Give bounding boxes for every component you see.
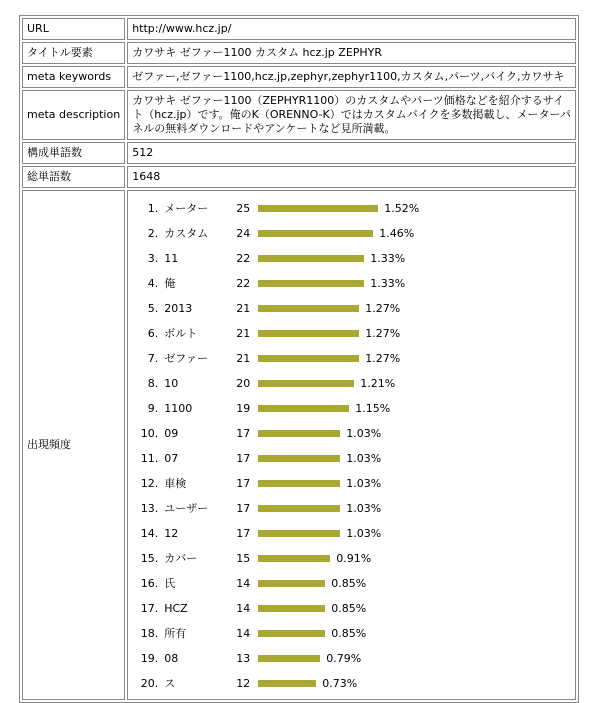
frequency-bar [258,280,364,287]
frequency-count: 17 [236,476,251,490]
frequency-word: ス [164,676,176,690]
frequency-bar [258,355,359,362]
frequency-bar [258,205,378,212]
title-label: タイトル要素 [22,42,125,64]
frequency-count: 14 [236,576,251,590]
frequency-word: HCZ [164,601,188,615]
frequency-rank: 18. [140,626,159,640]
total-words-value: 1648 [127,166,576,188]
frequency-count: 12 [236,676,251,690]
frequency-percent: 0.79% [326,651,362,665]
frequency-word: カバー [164,551,198,565]
frequency-count: 14 [236,626,251,640]
url-row [22,18,576,40]
frequency-rank: 4. [147,276,159,290]
frequency-rank: 17. [140,601,159,615]
site-analysis [19,15,579,703]
frequency-item [132,271,571,296]
description-row [22,90,576,140]
frequency-percent: 1.21% [360,376,396,390]
frequency-item [132,196,571,221]
frequency-word: 10 [164,376,179,390]
frequency-percent: 1.33% [370,251,406,265]
frequency-cell [127,190,576,700]
frequency-count: 17 [236,501,251,515]
total-words-row [22,166,576,188]
frequency-item [132,371,571,396]
frequency-count: 17 [236,451,251,465]
frequency-count: 21 [236,326,251,340]
frequency-bar [258,405,349,412]
frequency-percent: 1.03% [346,501,382,515]
frequency-item [132,346,571,371]
frequency-percent: 1.03% [346,451,382,465]
frequency-item [132,246,571,271]
frequency-word: 俺 [164,276,176,290]
frequency-item [132,671,571,696]
title-value: カワサキ ゼファー1100 カスタム hcz.jp ZEPHYR [127,42,576,64]
description-label: meta description [22,90,125,140]
frequency-percent: 1.03% [346,526,382,540]
frequency-count: 21 [236,351,251,365]
frequency-count: 19 [236,401,251,415]
frequency-item [132,421,571,446]
frequency-bar [258,530,340,537]
frequency-rank: 19. [140,651,159,665]
frequency-word: 12 [164,526,179,540]
frequency-percent: 1.03% [346,426,382,440]
frequency-rank: 15. [140,551,159,565]
frequency-word: 2013 [164,301,193,315]
url-label: URL [22,18,125,40]
frequency-bar [258,380,354,387]
frequency-percent: 1.27% [365,326,401,340]
frequency-word: ユーザー [164,501,209,515]
frequency-rank: 10. [140,426,159,440]
frequency-label: 出現頻度 [22,190,125,700]
frequency-bar [258,630,325,637]
frequency-item [132,646,571,671]
frequency-percent: 1.03% [346,476,382,490]
frequency-bar [258,505,340,512]
frequency-count: 21 [236,301,251,315]
frequency-rank: 20. [140,676,159,690]
frequency-item [132,321,571,346]
frequency-bar [258,455,340,462]
description-value: カワサキ ゼファー1100（ZEPHYR1100）のカスタムやパーツ価格などを紹介するサイト（hcz.jp）です。俺のK（ORENNO-K）ではカスタムバイクを多数掲載し、メーターパネルの無料ダウンロードやアンケートなど見所満載。 [127,90,576,140]
frequency-item [132,571,571,596]
url-value[interactable]: http://www.hcz.jp/ [127,18,576,40]
frequency-count: 24 [236,226,251,240]
frequency-rank: 5. [147,301,159,315]
frequency-count: 15 [236,551,251,565]
frequency-word: 車検 [164,476,187,490]
frequency-bar [258,655,320,662]
frequency-word: 08 [164,651,179,665]
frequency-bar [258,230,373,237]
frequency-item [132,471,571,496]
frequency-rank: 16. [140,576,159,590]
frequency-word: 所有 [164,626,187,640]
frequency-rank: 12. [140,476,159,490]
frequency-percent: 0.85% [331,576,367,590]
frequency-word: 氏 [164,576,176,590]
frequency-percent: 1.33% [370,276,406,290]
frequency-bar [258,555,330,562]
frequency-bar [258,480,340,487]
unique-words-value: 512 [127,142,576,164]
frequency-list [132,194,571,696]
frequency-word: 1100 [164,401,193,415]
frequency-count: 13 [236,651,251,665]
unique-words-row [22,142,576,164]
frequency-item [132,621,571,646]
keywords-label: meta keywords [22,66,125,88]
total-words-label: 総単語数 [22,166,125,188]
frequency-percent: 0.91% [336,551,372,565]
frequency-item [132,496,571,521]
title-row [22,42,576,64]
frequency-word: 11 [164,251,179,265]
frequency-percent: 0.85% [331,626,367,640]
frequency-rank: 13. [140,501,159,515]
frequency-rank: 7. [147,351,159,365]
frequency-bar [258,605,325,612]
keywords-row [22,66,576,88]
frequency-bar [258,430,340,437]
frequency-word: ボルト [164,326,198,340]
frequency-word: カスタム [164,226,209,240]
frequency-rank: 9. [147,401,159,415]
frequency-rank: 11. [140,451,159,465]
frequency-rank: 14. [140,526,159,540]
frequency-rank: 2. [147,226,159,240]
frequency-bar [258,255,364,262]
frequency-item [132,296,571,321]
frequency-item [132,446,571,471]
frequency-count: 14 [236,601,251,615]
frequency-word: 09 [164,426,179,440]
frequency-word: ゼファー [164,351,208,365]
frequency-count: 22 [236,251,251,265]
frequency-count: 25 [236,201,251,215]
frequency-percent: 1.27% [365,351,401,365]
frequency-row [22,190,576,700]
unique-words-label: 構成単語数 [22,142,125,164]
frequency-bar [258,305,359,312]
frequency-rank: 8. [147,376,159,390]
frequency-rank: 3. [147,251,159,265]
frequency-bar [258,580,325,587]
frequency-item [132,521,571,546]
frequency-percent: 0.85% [331,601,367,615]
frequency-percent: 1.27% [365,301,401,315]
frequency-word: 07 [164,451,179,465]
frequency-word: メーター [164,201,209,215]
frequency-bar [258,680,316,687]
frequency-percent: 1.46% [379,226,415,240]
frequency-percent: 0.73% [322,676,358,690]
frequency-count: 17 [236,526,251,540]
frequency-count: 20 [236,376,251,390]
frequency-count: 22 [236,276,251,290]
keywords-value: ゼファー,ゼファー1100,hcz.jp,zephyr,zephyr1100,カスタム,パーツ,バイク,カワサキ [127,66,576,88]
frequency-percent: 1.52% [384,201,420,215]
site-info-table [19,15,579,703]
frequency-item [132,396,571,421]
frequency-count: 17 [236,426,251,440]
frequency-percent: 1.15% [355,401,391,415]
frequency-rank: 6. [147,326,159,340]
frequency-bar [258,330,359,337]
frequency-rank: 1. [147,201,159,215]
frequency-item [132,546,571,571]
frequency-item [132,596,571,621]
frequency-item [132,221,571,246]
